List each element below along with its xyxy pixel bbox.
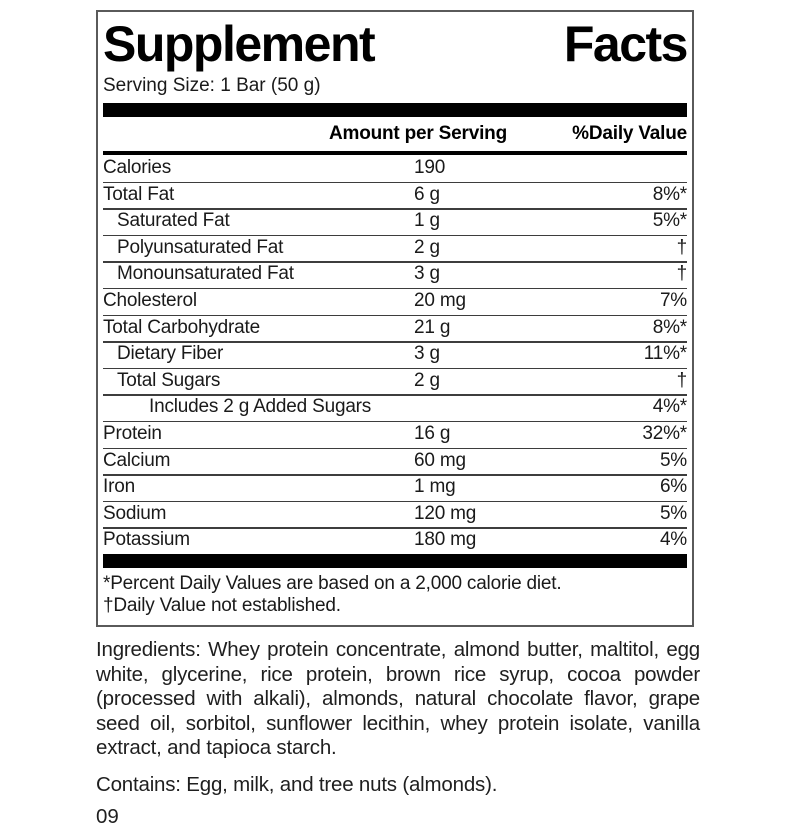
table-row	[103, 288, 687, 315]
table-row	[103, 182, 687, 209]
panel-title-word-facts: Facts	[563, 16, 687, 72]
table-row	[103, 341, 687, 368]
footnotes	[103, 573, 687, 618]
below-panel-text	[96, 638, 700, 829]
serving-size-text: Serving Size: 1 Bar (50 g)	[103, 75, 321, 96]
nutrient-daily-value: †	[676, 236, 687, 258]
nutrient-name: Potassium	[103, 529, 190, 551]
nutrient-name: Calories	[103, 157, 172, 178]
footnote-dagger: †Daily Value not established.	[103, 595, 341, 617]
table-row	[103, 235, 687, 262]
nutrient-daily-value: 8%*	[652, 183, 687, 205]
nutrient-daily-value: 4%	[659, 529, 687, 551]
nutrient-amount: 3 g	[414, 263, 440, 285]
nutrient-daily-value: 5%	[659, 449, 687, 471]
header-amount-per-serving: Amount per Serving	[329, 123, 507, 144]
table-row	[103, 208, 687, 235]
nutrient-daily-value: 11%*	[643, 343, 687, 365]
nutrient-daily-value: †	[676, 369, 687, 391]
nutrient-amount: 180 mg	[414, 529, 477, 551]
nutrient-name: Polyunsaturated Fat	[117, 236, 284, 258]
nutrient-name: Monounsaturated Fat	[117, 263, 294, 285]
nutrient-amount: 20 mg	[414, 289, 466, 311]
table-row	[103, 368, 687, 395]
nutrient-name: Sodium	[103, 502, 167, 524]
nutrient-name: Protein	[103, 422, 162, 444]
nutrient-name: Calcium	[103, 449, 171, 471]
ingredients-text: Ingredients: Whey protein concentrate, almond butter, maltitol, egg white, glycerine, rice protein, brown rice syrup, cocoa powder (processed with alkali), almonds, natural chocolate flavor, grape seed oil, sorbitol, sunflower lecithin, whey protein isolate, vanilla extract, and tapioca starch.	[96, 638, 700, 760]
header-daily-value: %Daily Value	[572, 123, 687, 144]
nutrient-amount: 1 g	[414, 210, 440, 232]
nutrient-daily-value: 5%*	[652, 210, 687, 232]
nutrient-daily-value: 6%	[659, 476, 687, 498]
supplement-facts-panel	[96, 10, 694, 627]
nutrient-daily-value: 32%*	[642, 422, 687, 444]
nutrient-amount: 6 g	[414, 183, 440, 205]
footnote-percent-dv: *Percent Daily Values are based on a 2,000 calorie diet.	[103, 572, 562, 594]
nutrient-amount: 60 mg	[414, 449, 466, 471]
nutrient-name: Total Carbohydrate	[103, 316, 260, 338]
nutrient-name: Cholesterol	[103, 289, 197, 311]
table-row	[103, 261, 687, 288]
nutrient-amount: 2 g	[414, 236, 440, 258]
table-row	[103, 394, 687, 421]
nutrient-amount: 190	[414, 157, 446, 178]
thick-divider-bottom	[103, 554, 687, 568]
nutrient-amount: 16 g	[414, 422, 451, 444]
table-row	[103, 421, 687, 448]
table-row	[103, 474, 687, 501]
nutrient-daily-value: 7%	[659, 289, 687, 311]
nutrient-name: Dietary Fiber	[117, 343, 224, 365]
nutrient-name: Saturated Fat	[117, 210, 230, 232]
nutrient-name: Iron	[103, 476, 135, 498]
nutrient-name: Total Fat	[103, 183, 175, 205]
nutrient-name: Total Sugars	[117, 369, 221, 391]
panel-title-word-supplement: Supplement	[103, 16, 375, 72]
nutrient-amount: 2 g	[414, 369, 440, 391]
nutrient-amount: 3 g	[414, 343, 440, 365]
thick-divider-top	[103, 103, 687, 117]
lot-code: 09	[96, 804, 119, 828]
nutrient-daily-value: †	[676, 263, 687, 285]
table-header-row	[103, 117, 687, 151]
table-row	[103, 448, 687, 475]
nutrient-daily-value: 8%*	[652, 316, 687, 338]
table-row	[103, 155, 687, 182]
nutrient-amount: 1 mg	[414, 476, 456, 498]
facts-rows	[103, 155, 687, 554]
nutrient-daily-value: 4%*	[652, 396, 687, 418]
nutrient-name: Includes 2 g Added Sugars	[149, 396, 372, 418]
panel-title	[103, 16, 687, 72]
table-row	[103, 527, 687, 554]
table-row	[103, 501, 687, 528]
nutrient-daily-value: 5%	[659, 502, 687, 524]
nutrient-amount: 120 mg	[414, 502, 477, 524]
nutrient-amount: 21 g	[414, 316, 451, 338]
table-row	[103, 315, 687, 342]
contains-text: Contains: Egg, milk, and tree nuts (almonds).	[96, 772, 498, 796]
